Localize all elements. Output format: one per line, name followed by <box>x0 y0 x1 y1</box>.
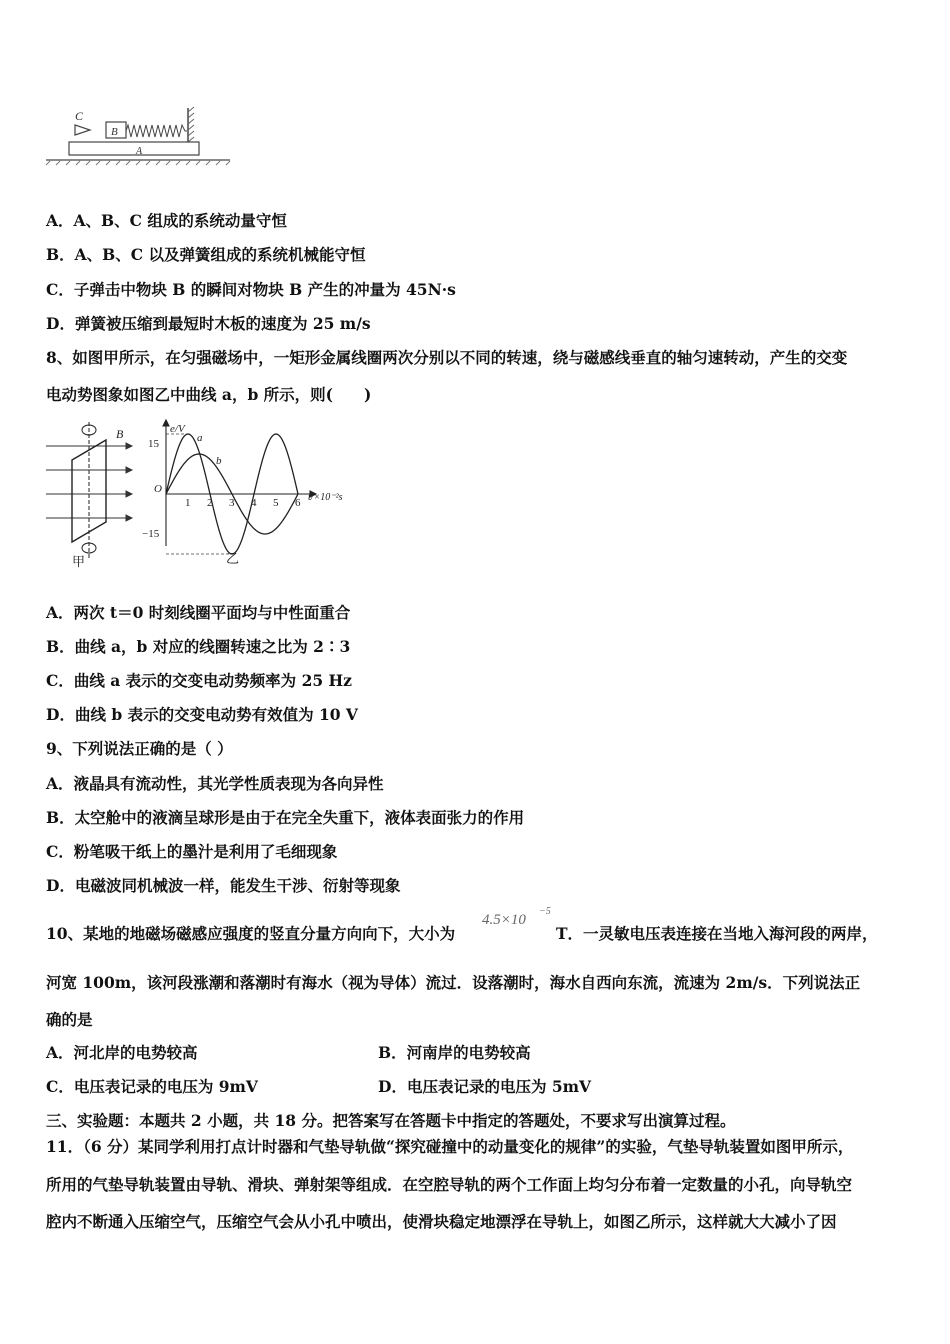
q10-option-b[interactable]: B．河南岸的电势较高 <box>378 1043 531 1062</box>
graph-xtick-6: 6 <box>295 497 301 509</box>
q11-line2: 所用的气垫导轨装置由导轨、滑块、弹射架等组成．在空腔导轨的两个工作面上均匀分布着一定数量的小孔，向导轨空 <box>46 1175 853 1194</box>
label-b: B <box>111 126 118 138</box>
q9-option-a[interactable]: A．液晶具有流动性，其光学性质表现为各向异性 <box>46 774 384 793</box>
graph-curve-a-label: a <box>197 432 203 444</box>
field-label-b: B <box>116 427 124 441</box>
board-a <box>69 142 199 155</box>
q8-stem-line1: 8、如图甲所示，在匀强磁场中，一矩形金属线圈两次分别以不同的转速，绕与磁感线垂直的轴匀速转动，产生的交变 <box>46 348 848 367</box>
graph-xtick-5: 5 <box>273 497 279 509</box>
graph-xtick-1: 1 <box>185 497 191 509</box>
q9-option-c[interactable]: C．粉笔吸干纸上的墨汁是利用了毛细现象 <box>46 842 338 861</box>
fig-label-jia: 甲 <box>72 554 86 568</box>
q11-line1: 11．（6 分）某同学利用打点计时器和气垫导轨做“探究碰撞中的动量变化的规律”的实验，气垫导轨装置如图甲所示， <box>46 1137 854 1156</box>
q10-stem-part2: T．一灵敏电压表连接在当地入海河段的两岸， <box>556 924 878 943</box>
graph-ytick-bottom: −15 <box>142 528 160 540</box>
q10-option-c[interactable]: C．电压表记录的电压为 9mV <box>46 1077 258 1096</box>
spring-block-figure <box>44 104 234 166</box>
graph-xtick-4: 4 <box>251 497 257 509</box>
q10-stem-line3: 确的是 <box>46 1010 93 1029</box>
graph-curve-b-label: b <box>216 455 222 467</box>
graph-ytick-top: 15 <box>148 438 159 450</box>
q11-line3: 腔内不断通入压缩空气，压缩空气会从小孔中喷出，使滑块稳定地漂浮在导轨上，如图乙所示，这样就大大减小了因 <box>46 1212 837 1231</box>
q9-option-d[interactable]: D．电磁波同机械波一样，能发生干涉、衍射等现象 <box>46 876 401 895</box>
graph-xtick-3: 3 <box>229 497 235 509</box>
q8-option-a[interactable]: A．两次 t＝0 时刻线圈平面均与中性面重合 <box>46 603 351 622</box>
graph-axes <box>163 420 316 546</box>
graph-xlabel: t/×10⁻²s <box>308 492 343 503</box>
section3-heading: 三、实验题：本题共 2 小题，共 18 分。把答案写在答题卡中指定的答题处，不要求写出演算过程。 <box>46 1111 736 1130</box>
q9-option-b[interactable]: B．太空舱中的液滴呈球形是由于在完全失重下，液体表面张力的作用 <box>46 808 525 827</box>
q8-option-d[interactable]: D．曲线 b 表示的交变电动势有效值为 10 V <box>46 705 358 724</box>
q9-stem: 9、下列说法正确的是（ ） <box>46 739 233 758</box>
ground-hatching <box>46 161 230 165</box>
q8-stem-line2: 电动势图象如图乙中曲线 a，b 所示，则( ) <box>46 385 372 404</box>
q10-field-exponent: −5 <box>539 906 551 917</box>
q7-option-a[interactable]: A．A、B、C 组成的系统动量守恒 <box>46 211 287 230</box>
q8-option-c[interactable]: C．曲线 a 表示的交变电动势频率为 25 Hz <box>46 671 352 690</box>
q10-stem-part1: 10、某地的地磁场磁感应强度的竖直分量方向向下，大小为 <box>46 924 456 943</box>
q10-option-a[interactable]: A．河北岸的电势较高 <box>46 1043 198 1062</box>
q7-option-b[interactable]: B．A、B、C 以及弹簧组成的系统机械能守恒 <box>46 245 366 264</box>
graph-origin: O <box>154 483 162 495</box>
q8-option-b[interactable]: B．曲线 a，b 对应的线圈转速之比为 2∶3 <box>46 637 351 656</box>
graph-ylabel: e/V <box>170 423 185 435</box>
bullet-c <box>75 125 90 135</box>
label-a: A <box>136 146 143 157</box>
q10-option-d[interactable]: D．电压表记录的电压为 5mV <box>378 1077 592 1096</box>
q10-field-value: 4.5×10 <box>482 912 526 928</box>
spring <box>126 125 187 137</box>
fig-label-yi: 乙 <box>226 551 240 566</box>
emf-graph <box>140 418 370 568</box>
graph-xticks <box>185 497 301 509</box>
q10-stem-line2: 河宽 100m，该河段涨潮和落潮时有海水（视为导体）流过．设落潮时，海水自西向东流，流速为 2m/s．下列说法正 <box>46 973 861 992</box>
label-c: C <box>75 109 84 123</box>
q7-option-d[interactable]: D．弹簧被压缩到最短时木板的速度为 25 m/s <box>46 314 371 333</box>
coil-figure <box>42 418 142 568</box>
graph-xtick-2: 2 <box>207 497 213 509</box>
q7-option-c[interactable]: C．子弹击中物块 B 的瞬间对物块 B 产生的冲量为 45N·s <box>46 280 456 299</box>
wall-hatching <box>188 107 194 142</box>
